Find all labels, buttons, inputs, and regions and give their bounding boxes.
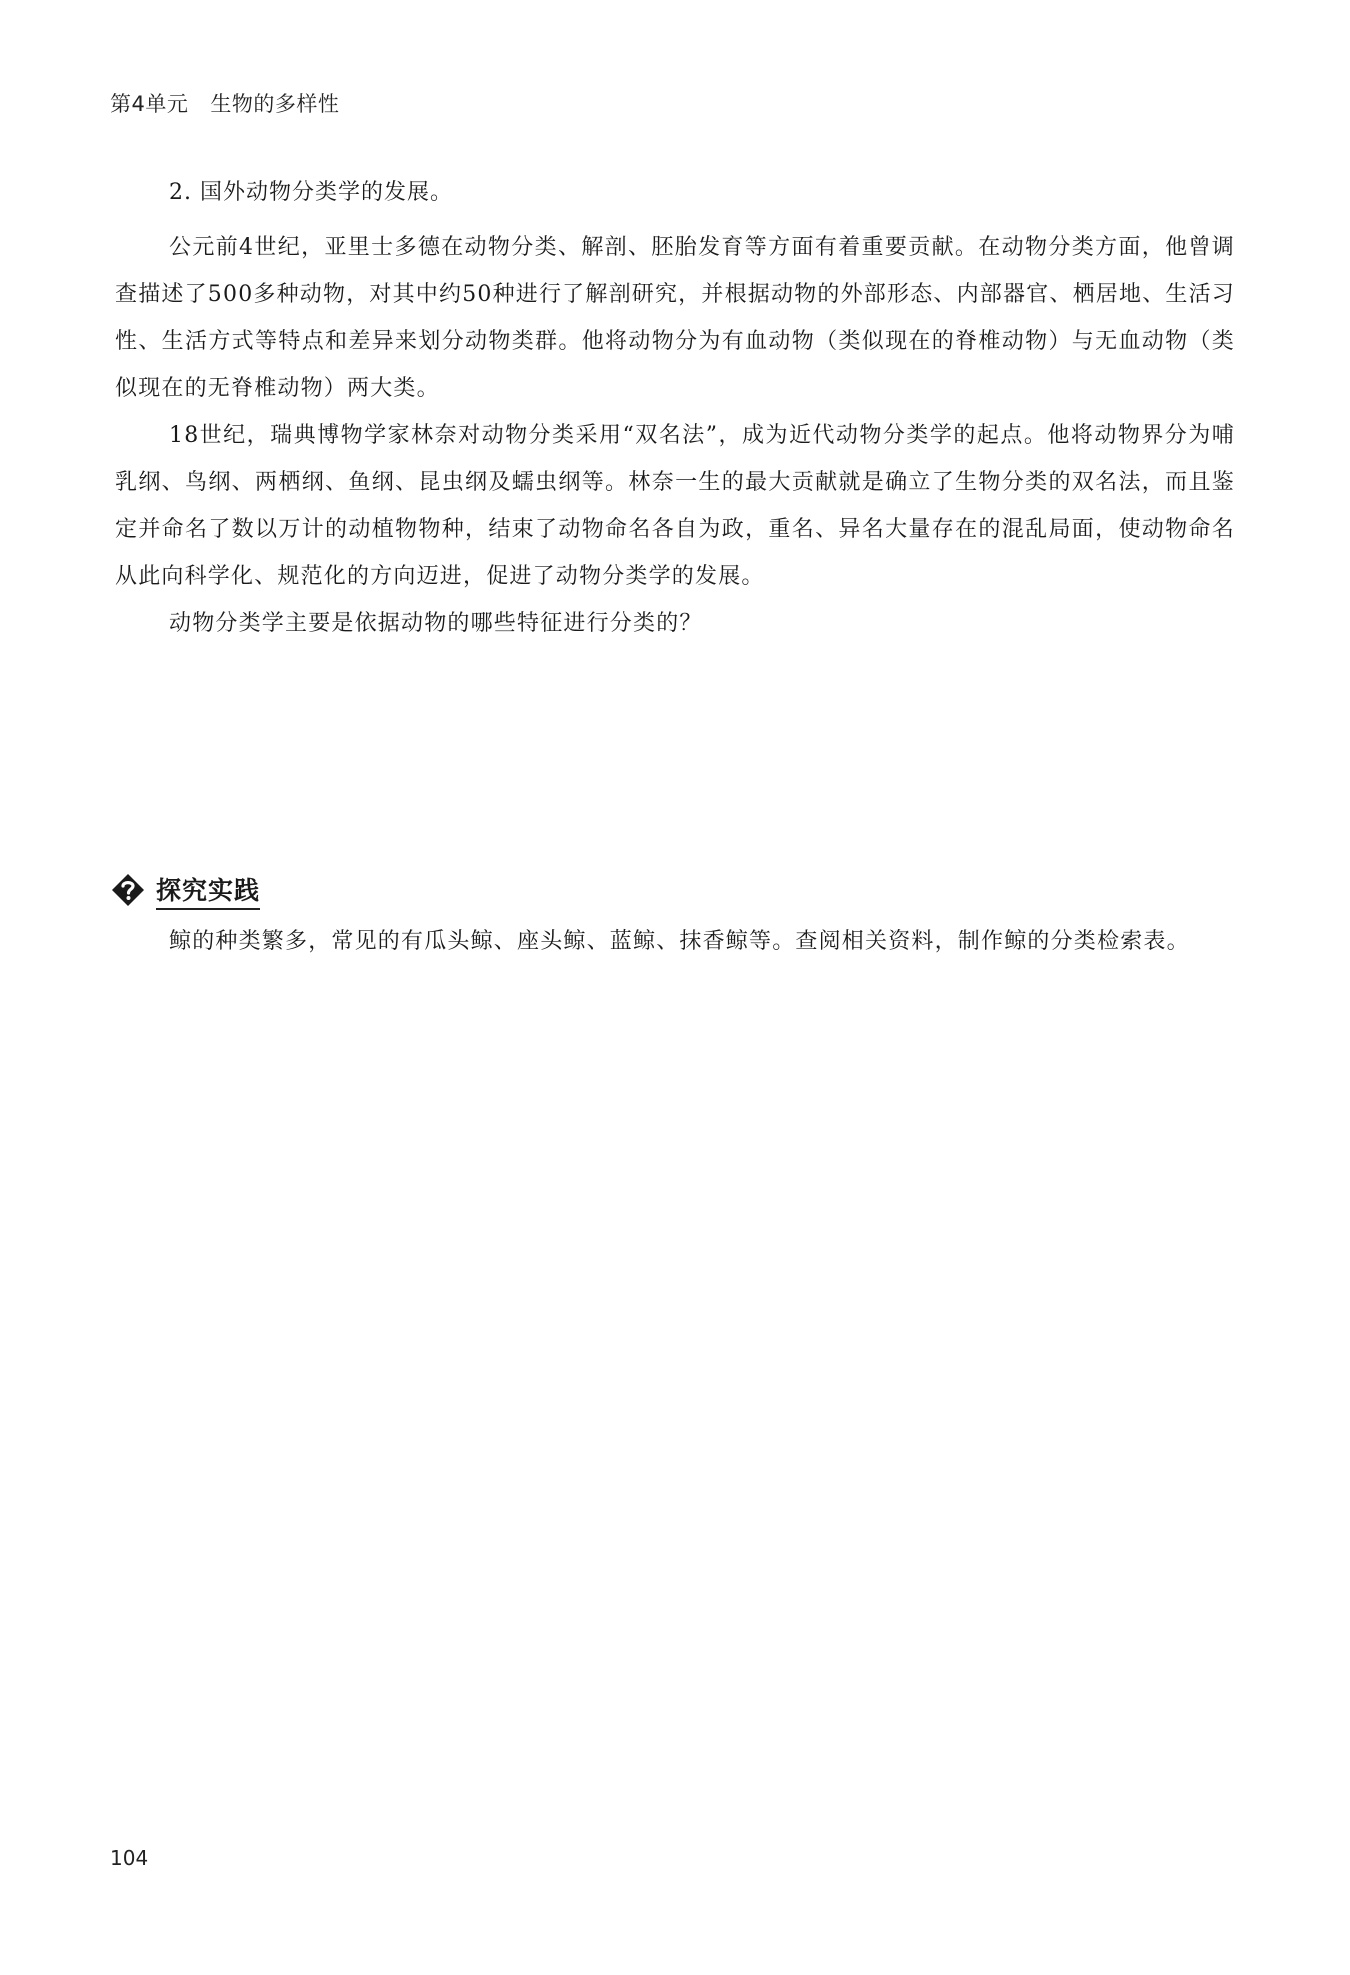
question-icon — [110, 872, 146, 908]
explore-title: 探究实践 — [156, 871, 260, 910]
unit-title: 生物的多样性 — [210, 92, 340, 116]
unit-label: 第4单元 — [110, 92, 189, 116]
page-number: 104 — [110, 1846, 149, 1870]
explore-heading — [110, 868, 1240, 912]
paragraph-aristotle: 公元前4世纪，亚里士多德在动物分类、解剖、胚胎发育等方面有着重要贡献。在动物分类方面，他曾调查描述了500多种动物，对其中约50种进行了解剖研究，并根据动物的外部形态、内部器官、栖居地、生活习性、生活方式等特点和差异来划分动物类群。他将动物分为有血动物（类似现在的脊椎动物）与无血动物（类似现在的无脊椎动物）两大类。 — [115, 235, 1235, 401]
paragraph-linnaeus: 18世纪，瑞典博物学家林奈对动物分类采用“双名法”，成为近代动物分类学的起点。他将动物界分为哺乳纲、鸟纲、两栖纲、鱼纲、昆虫纲及蠕虫纲等。林奈一生的最大贡献就是确立了生物分类的双名法，而且鉴定并命名了数以万计的动植物物种，结束了动物命名各自为政，重名、异名大量存在的混乱局面，使动物命名从此向科学化、规范化的方向迈进，促进了动物分类学的发展。 — [115, 423, 1235, 589]
thinking-question: 动物分类学主要是依据动物的哪些特征进行分类的？ — [169, 611, 703, 636]
main-content — [115, 170, 1235, 647]
section-title: 2. 国外动物分类学的发展。 — [169, 180, 453, 205]
explore-practice-section — [110, 868, 1240, 965]
running-header — [110, 88, 339, 118]
explore-text: 鲸的种类繁多，常见的有瓜头鲸、座头鲸、蓝鲸、抹香鲸等。查阅相关资料，制作鲸的分类检索表。 — [169, 929, 1190, 954]
